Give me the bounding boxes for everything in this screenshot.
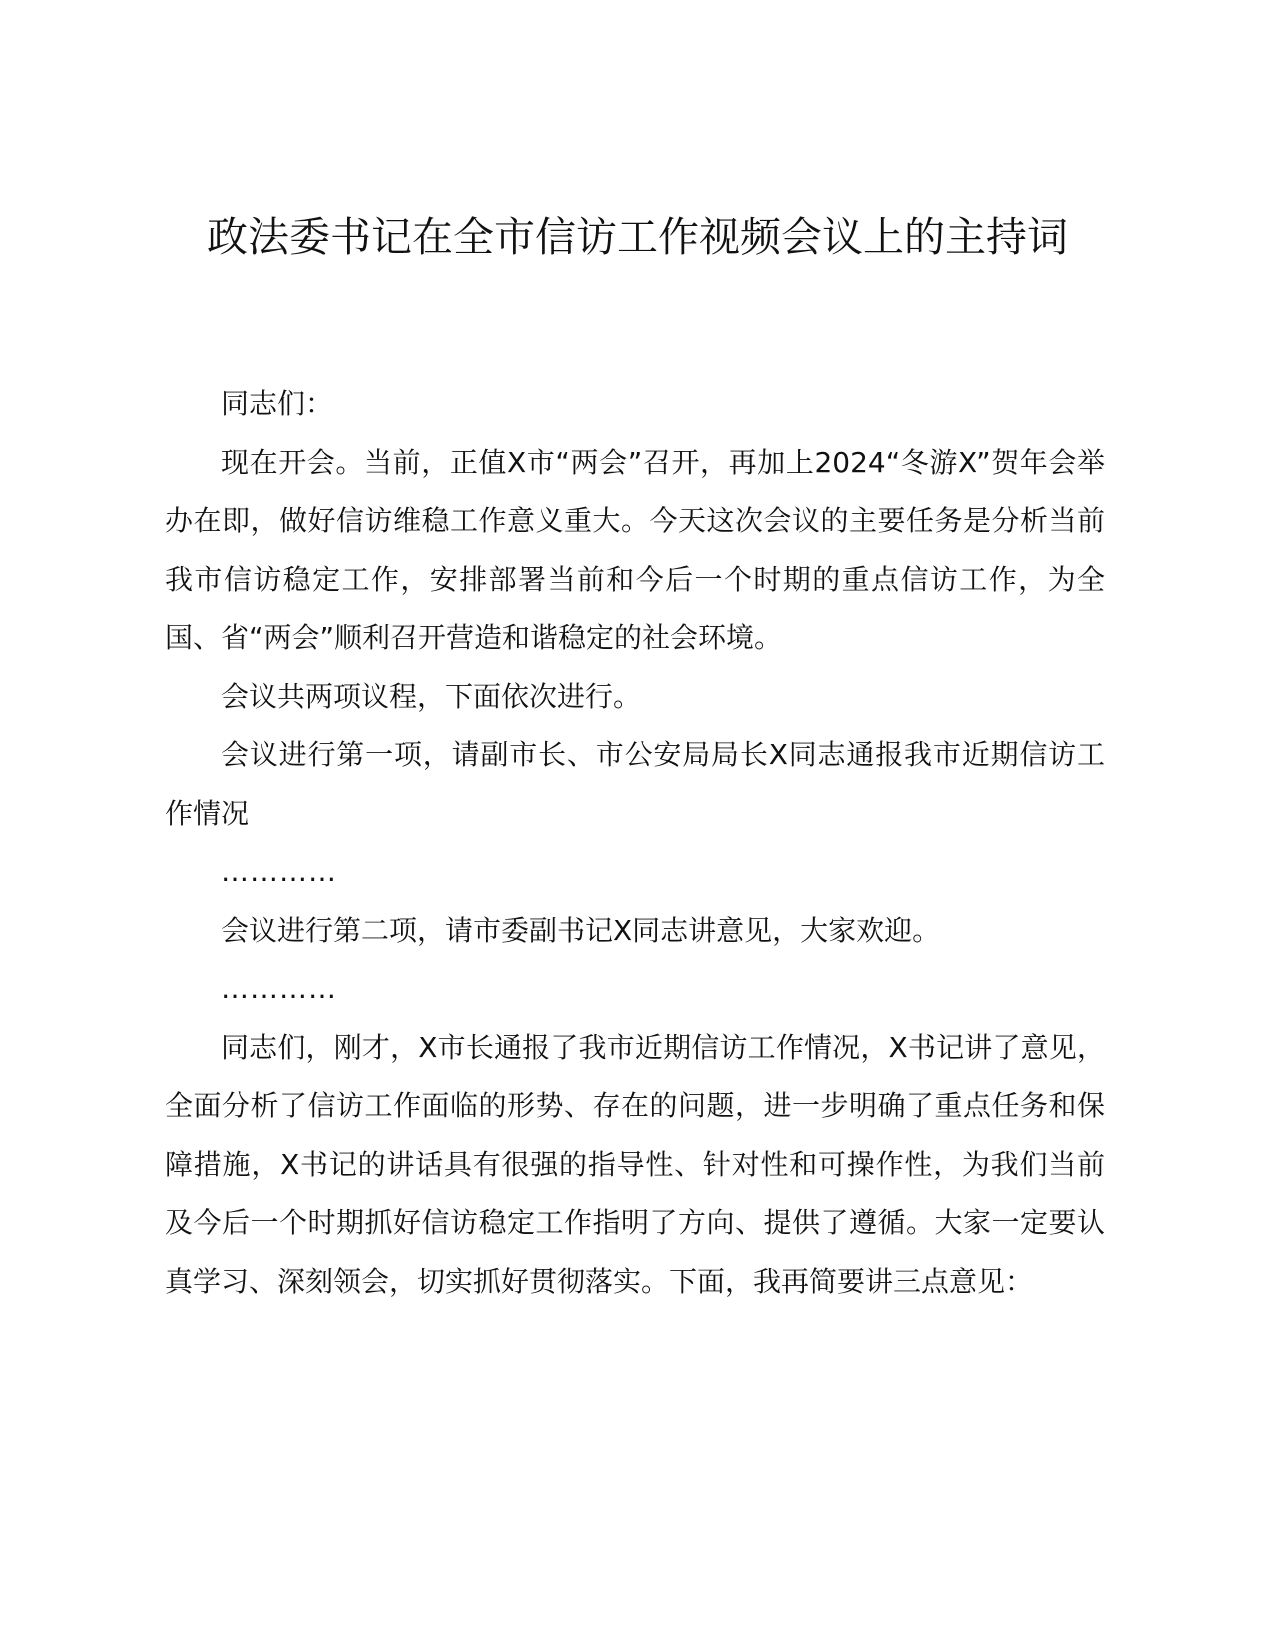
- agenda-paragraph: 会议共两项议程，下面依次进行。: [221, 679, 642, 713]
- ellipsis-paragraph: …………: [221, 855, 337, 888]
- opening-paragraph: 现在开会。当前，正值X市“两会”召开，再加上2024“冬游X”贺年会举办在即，做好信访维稳工作意义重大。今天这次会议的主要任务是分析当前我市信访稳定工作，安排部署当前和今后一个时期的重点信访工作，为全国、省“两会”顺利召开营造和谐稳定的社会环境。: [165, 445, 1105, 654]
- ellipsis-paragraph: …………: [221, 972, 337, 1005]
- agenda-item-two-paragraph: 会议进行第二项，请市委副书记X同志讲意见，大家欢迎。: [221, 913, 941, 947]
- document-title: 政法委书记在全市信访工作视频会议上的主持词: [207, 213, 1068, 261]
- agenda-item-one-paragraph: 会议进行第一项，请副市长、市公安局局长X同志通报我市近期信访工作情况: [165, 738, 1105, 830]
- salutation-paragraph: 同志们：: [221, 387, 334, 420]
- summary-paragraph: 同志们，刚才，X市长通报了我市近期信访工作情况，X书记讲了意见，全面分析了信访工作面临的形势、存在的问题，进一步明确了重点任务和保障措施，X书记的讲话具有很强的指导性、针对性和可操作性，为我们当前及今后一个时期抓好信访稳定工作指明了方向、提供了遵循。大家一定要认真学习、深刻领会，切实抓好贯彻落实。下面，我再简要讲三点意见：: [165, 1030, 1105, 1298]
- document-body: [165, 375, 1105, 1311]
